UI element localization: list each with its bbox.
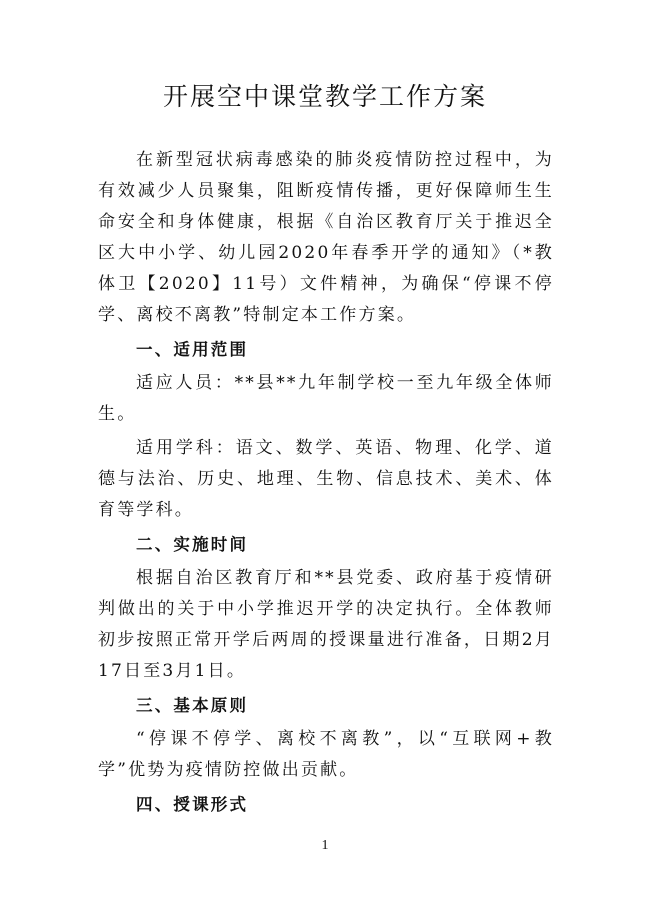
section-heading-time: 二、实施时间 [136,535,249,554]
document-body [98,145,554,823]
document-title: 开展空中课堂教学工作方案 [162,82,487,111]
section-heading-principles: 三、基本原则 [136,696,249,715]
section-heading-format: 四、授课形式 [136,795,249,814]
scope-personnel-paragraph: 适应人员：**县**九年制学校一至九年级全体师生。 [98,373,554,424]
time-paragraph: 根据自治区教育厅和**县党委、政府基于疫情研判做出的关于中小学推迟开学的决定执行。全体教师初步按照正常开学后两周的授课量进行准备，日期2月17日至3月1日。 [98,568,554,681]
page-number: 1 [321,838,329,853]
section-heading-scope: 一、适用范围 [136,340,249,359]
scope-subjects-paragraph: 适用学科：语文、数学、英语、物理、化学、道德与法治、历史、地理、生物、信息技术、美术、体育等学科。 [98,438,554,520]
intro-paragraph: 在新型冠状病毒感染的肺炎疫情防控过程中，为有效减少人员聚集，阻断疫情传播，更好保障师生生命安全和身体健康，根据《自治区教育厅关于推迟全区大中小学、幼儿园2020年春季开学的通知》（*教体卫【2020】11号）文件精神，为确保“停课不停学、离校不离教”特制定本工作方案。 [98,150,554,325]
principles-paragraph: “停课不停学、离校不离教”，以“互联网+教学”优势为疫情防控做出贡献。 [98,729,554,780]
